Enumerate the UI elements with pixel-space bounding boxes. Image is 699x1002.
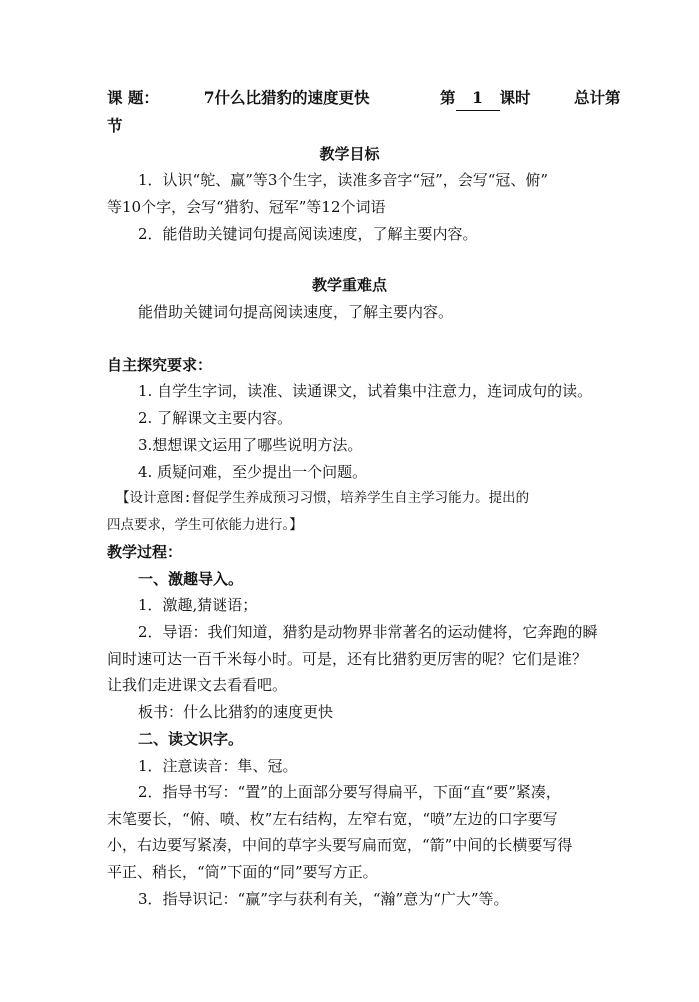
self-study-item: 4. 质疑问难，至少提出一个问题。 xyxy=(138,463,368,481)
self-study-item: 3.想想课文运用了哪些说明方法。 xyxy=(138,436,363,454)
self-study-heading: 自主探究要求： xyxy=(107,356,213,374)
objective-item: 2．能借助关键词句提高阅读速度，了解主要内容。 xyxy=(138,225,478,243)
lesson-prefix: 第 xyxy=(440,88,456,107)
lesson-suffix: 课时 xyxy=(499,88,531,107)
section-item: 3．指导识记：“赢”字与获利有关，“瀚”意为“广大”等。 xyxy=(138,890,509,908)
section-item: 小，右边要写紧凑，中间的草字头要写扁而宽，“箭”中间的长横要写得 xyxy=(107,836,573,854)
objective-item: 1．认识“鸵、赢”等3个生字，读准多音字“冠”，会写“冠、俯” xyxy=(138,171,549,189)
section-item: 1．激趣,猜谜语； xyxy=(138,596,258,614)
header-row xyxy=(107,86,370,110)
section-item: 末笔要长，“俯、喷、枚”左右结构，左窄右宽，“喷”左边的口字要写 xyxy=(107,810,558,828)
section-item: 间时速可达一百千米每小时。可是，还有比猎豹更厉害的呢？它们是谁？ xyxy=(107,650,588,668)
section-item: 2．指导书写：“置”的上面部分要写得扁平，下面“直“要”紧凑， xyxy=(138,783,561,801)
self-study-item: 1. 自学生字词，读准、读通课文，试着集中注意力，连词成句的读。 xyxy=(138,382,593,400)
key-points-text: 能借助关键词句提高阅读速度，了解主要内容。 xyxy=(138,303,454,321)
total-suffix: 节 xyxy=(107,116,123,135)
objectives-heading: 教学目标 xyxy=(319,145,380,163)
section-item: 2．导语：我们知道，猎豹是动物界非常著名的运动健将，它奔跑的瞬 xyxy=(138,623,598,641)
objective-item: 等10个字，会写“猎豹、冠军”等12个词语 xyxy=(107,198,386,216)
process-heading: 教学过程： xyxy=(107,543,183,561)
lesson-number: 1 xyxy=(456,86,500,111)
section-title: 二、读文识字。 xyxy=(138,730,244,748)
self-study-item: 2. 了解课文主要内容。 xyxy=(138,409,293,427)
section-item: 让我们走进课文去看看吧。 xyxy=(107,676,288,694)
section-title: 一、激趣导入。 xyxy=(138,570,244,588)
total-label: 总计第 xyxy=(574,88,621,107)
board-writing: 板书：什么比猎豹的速度更快 xyxy=(138,703,334,721)
key-points-heading: 教学重难点 xyxy=(311,276,387,294)
topic-label: 课 题： xyxy=(107,88,159,107)
design-note: 【设计意图:督促学生养成预习习惯，培养学生自主学习能力。提出的 xyxy=(116,490,530,506)
section-item: 1．注意读音：隼、冠。 xyxy=(138,757,298,775)
lesson-count xyxy=(440,86,531,111)
design-note: 四点要求，学生可依能力进行。】 xyxy=(107,517,303,533)
lesson-topic: 7什么比猎豹的速度更快 xyxy=(203,88,370,107)
section-item: 平正、稍长，“筒”下面的“同”要写方正。 xyxy=(107,863,378,881)
